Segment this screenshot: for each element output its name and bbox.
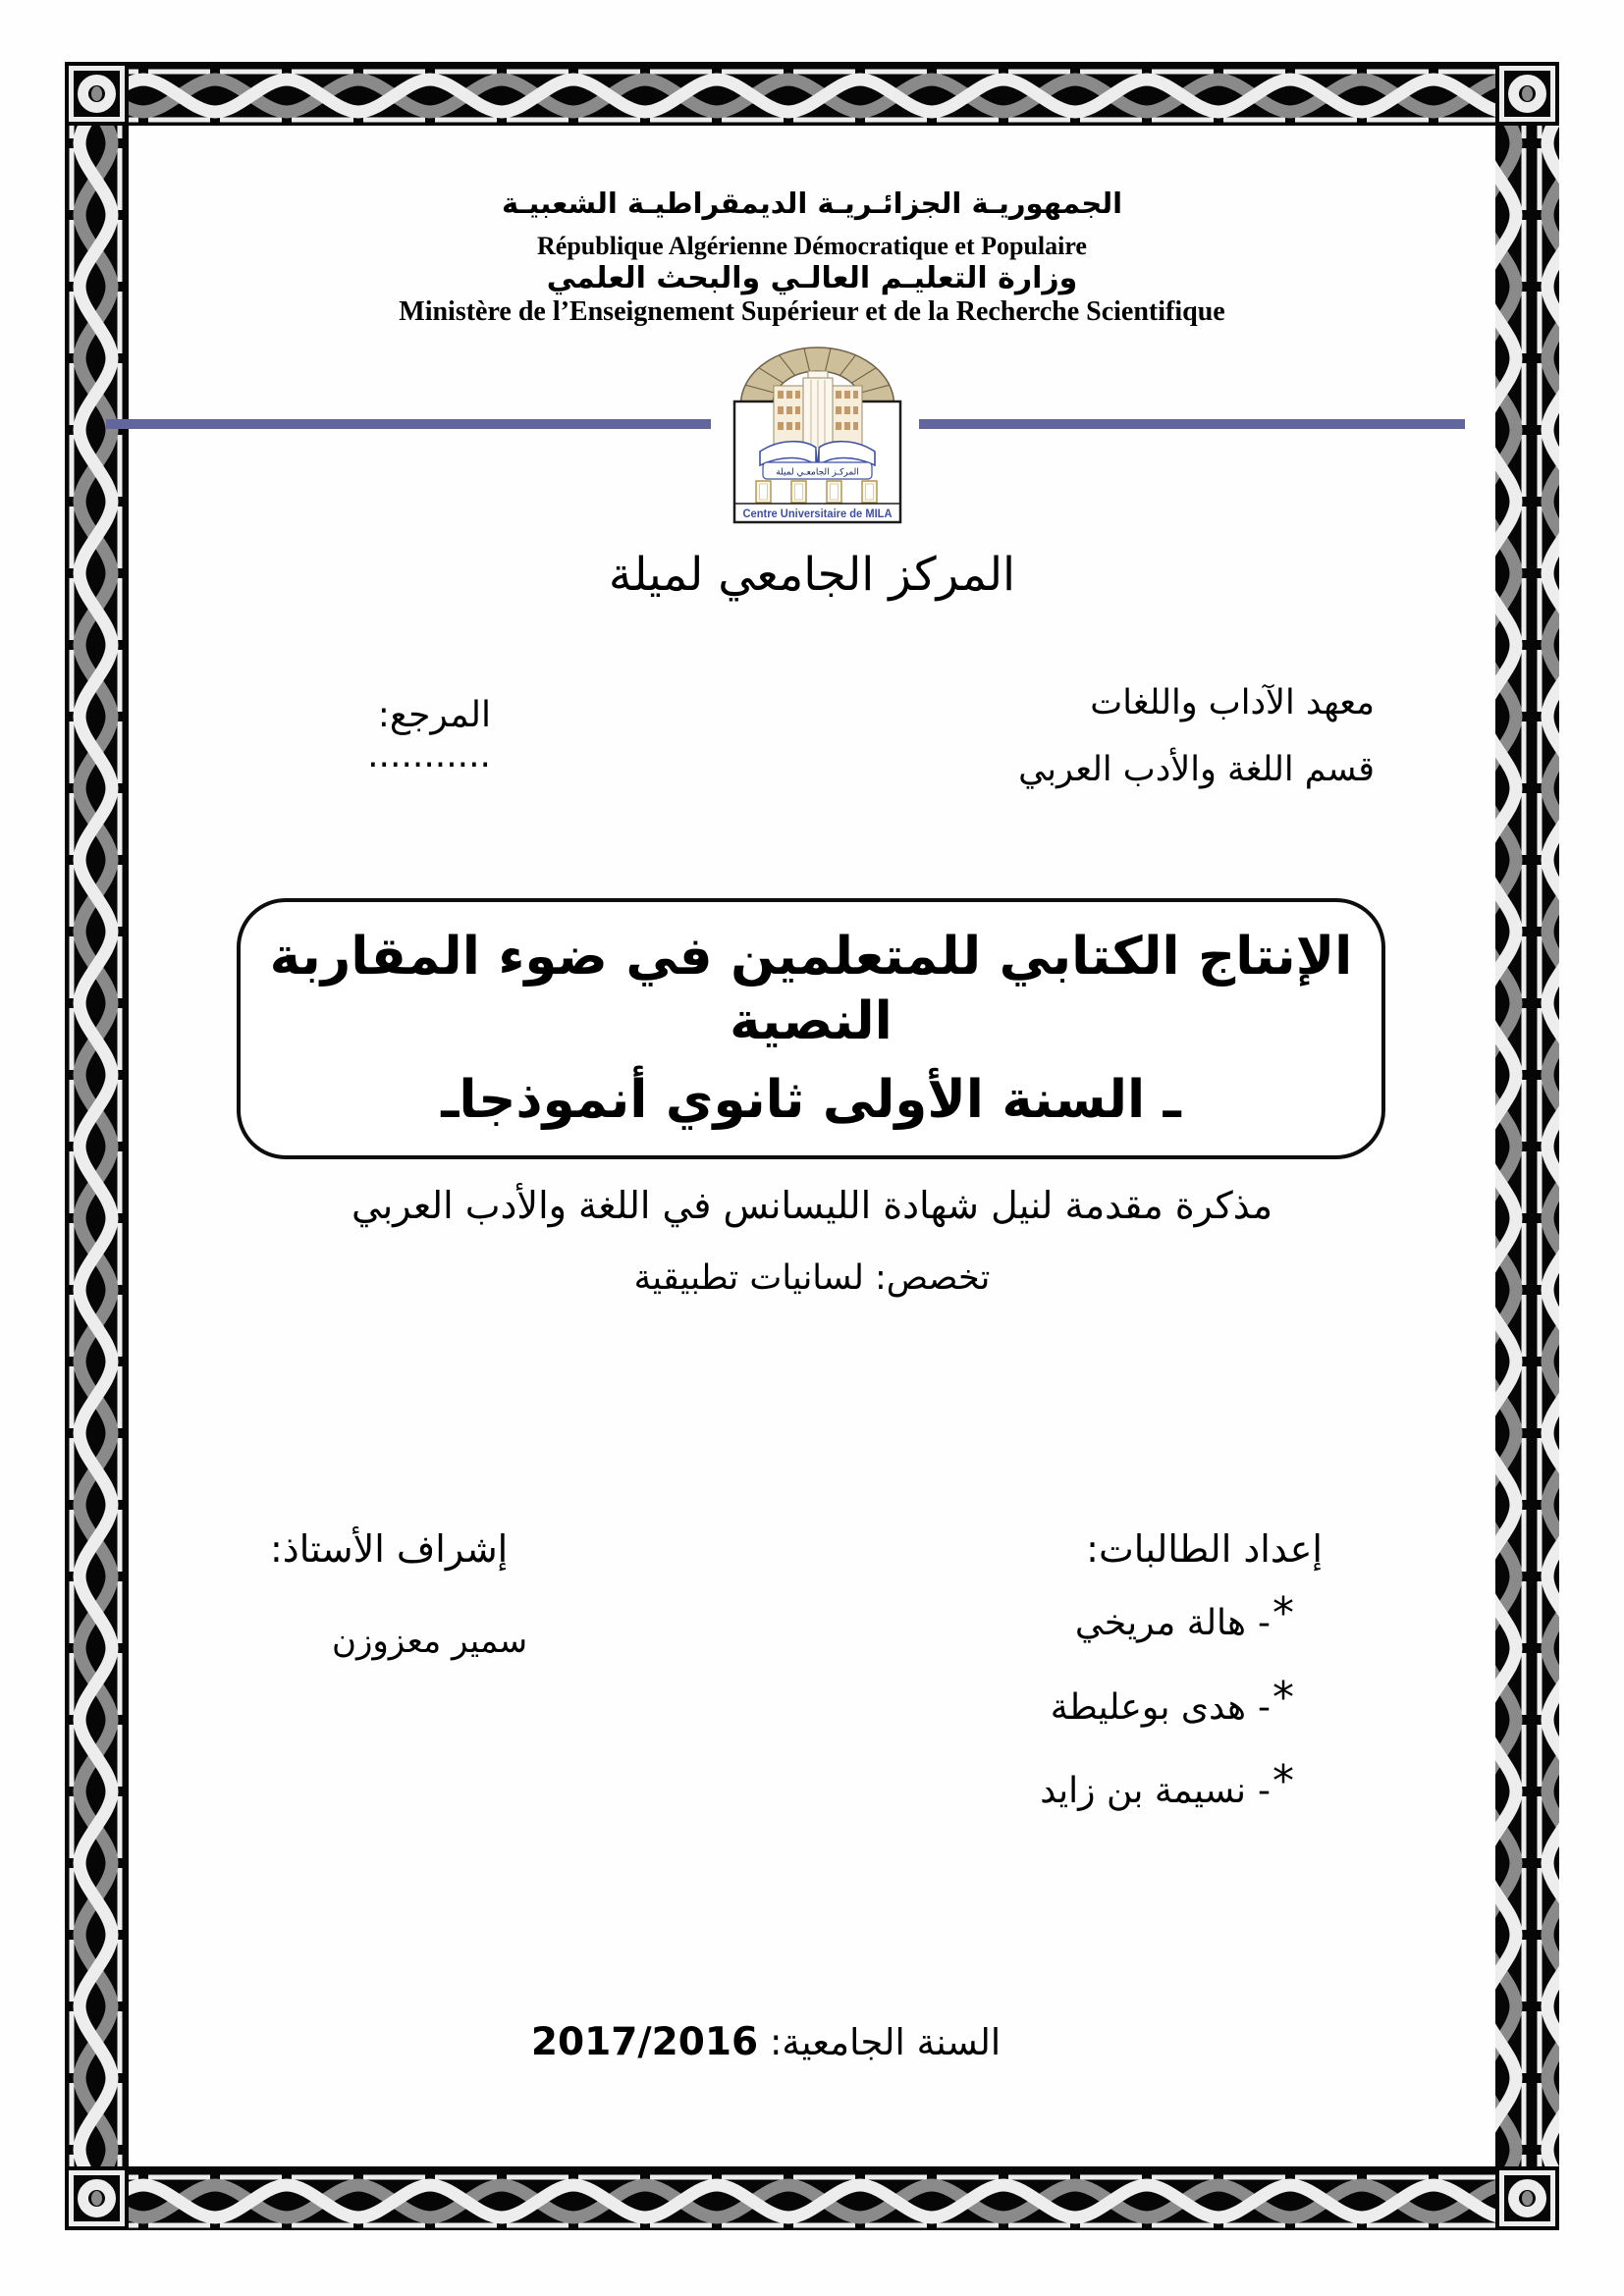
student-name: هالة مريخي xyxy=(1074,1603,1246,1643)
bullet-dash: - xyxy=(1258,1603,1271,1643)
academic-year xyxy=(531,2020,1001,2064)
academic-year-label: السنة الجامعية: xyxy=(769,2021,1001,2063)
ministry-name-french: Ministère de l’Enseignement Supérieur et de la Recherche Scientifique xyxy=(399,296,1225,327)
student-name: هدى بوعليطة xyxy=(1050,1687,1246,1728)
supervisor-heading: إشراف الأستاذ: xyxy=(270,1527,509,1571)
divider-line-right xyxy=(919,419,1465,429)
logo-caption: Centre Universitaire de MILA xyxy=(742,507,893,520)
divider-line-left xyxy=(106,419,711,429)
supervisor-name: سمير معزوزن xyxy=(332,1622,528,1661)
republic-name-french: République Algérienne Démocratique et Populaire xyxy=(537,232,1087,260)
institute-name: معهد الآداب واللغات xyxy=(1090,683,1375,722)
thesis-title-box xyxy=(237,898,1385,1159)
bullet-star-icon: * xyxy=(1272,1673,1294,1723)
department-name: قسم اللغة والأدب العربي xyxy=(1018,750,1375,789)
specialty-line: تخصص: لسانيات تطبيقية xyxy=(633,1258,991,1298)
students-heading: إعداد الطالبات: xyxy=(1086,1527,1323,1571)
reference-field: المرجع: ........... xyxy=(367,695,491,775)
student-row xyxy=(1074,1588,1294,1648)
university-logo xyxy=(727,336,909,528)
ministry-name-arabic: وزارة التعليـم العالـي والبحث العلمي xyxy=(546,261,1078,295)
bullet-dash: - xyxy=(1258,1771,1271,1811)
student-name: نسيمة بن زايد xyxy=(1040,1771,1246,1811)
university-name: المركز الجامعي لميلة xyxy=(608,548,1016,602)
student-row xyxy=(1040,1756,1294,1816)
degree-line: مذكرة مقدمة لنيل شهادة الليسانس في اللغة والأدب العربي xyxy=(351,1184,1273,1227)
logo-building xyxy=(774,371,862,449)
bullet-dash: - xyxy=(1258,1687,1271,1728)
republic-name-arabic: الجمهوريـة الجزائـريـة الديمقراطيـة الشعبيـة xyxy=(501,187,1123,220)
thesis-title-line2: ـ السنة الأولى ثانوي أنموذجاـ xyxy=(441,1070,1181,1131)
bullet-star-icon: * xyxy=(1272,1756,1294,1806)
logo-banner-text: المركـز الجامعـي لميلة xyxy=(776,467,859,478)
academic-year-value: 2017/2016 xyxy=(530,2020,759,2064)
bullet-star-icon: * xyxy=(1272,1588,1294,1638)
thesis-title-line1: الإنتاج الكتابي للمتعلمين في ضوء المقاربة النصية xyxy=(269,926,1353,1051)
student-row xyxy=(1050,1673,1294,1733)
